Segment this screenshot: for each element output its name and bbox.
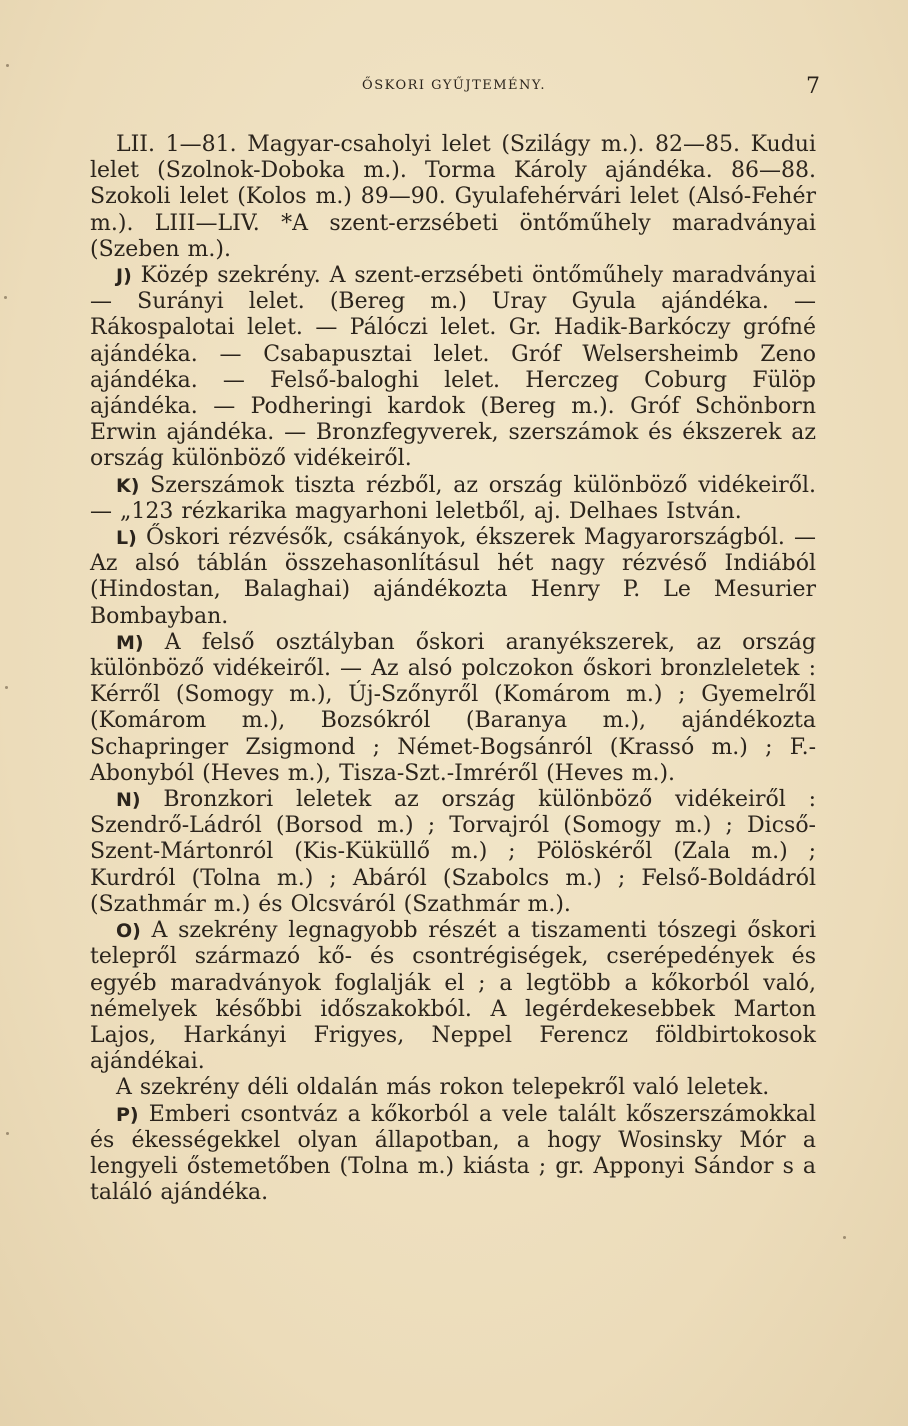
paragraph-text: Bronzkori leletek az ország különböző vidékeiről : Szendrő-Ládról (Borsod m.) ; Torvajról (Somogy m.) ; Dicső-Szent-Mártonról (Kis-Küküllő m.) ; Pölöskéről (Zala m.) ; Kurdról (Tolna m.) ; Abáról (Szabolcs m.) ; Felső-Boldádról (Szathmár m.) és Olcsváról (Szathmár m.). bbox=[90, 787, 816, 917]
page-speck bbox=[6, 64, 9, 67]
section-marker: K) bbox=[116, 474, 140, 497]
page-speck bbox=[843, 1236, 846, 1239]
page-number: 7 bbox=[806, 74, 820, 99]
section-marker: O) bbox=[116, 920, 141, 943]
running-title: ŐSKORI GYŰJTEMÉNY. bbox=[362, 78, 546, 93]
paragraph-text: LII. 1—81. Magyar-csaholyi lelet (Szilágy m.). 82—85. Kudui lelet (Szolnok-Doboka m.). Torma Károly ajándéka. 86—88. Szokoli lelet (Kolos m.) 89—90. Gyulafehérvári lelet (Alsó-Fehér m.). LIII—LIV. *A szent-erzsébeti öntőműhely maradványai (Szeben m.). bbox=[90, 132, 816, 262]
section-marker: P) bbox=[116, 1103, 139, 1126]
paragraph bbox=[90, 263, 816, 473]
paragraph-text: A szekrény déli oldalán más rokon telepekről való leletek. bbox=[116, 1075, 770, 1101]
paragraph-text: A felső osztályban őskori aranyékszerek, az ország különböző vidékeiről. — Az alsó polczokon őskori bronzleletek : Kérről (Somogy m.), Új-Szőnyről (Komárom m.) ; Gyemelről (Komárom m.), Bozsókról (Baranya m.), ajándékozta Schapringer Zsigmond ; Német-Bogsánról (Krassó m.) ; F.-Abonyból (Heves m.), Tisza-Szt.-Imréről (Heves m.). bbox=[90, 629, 816, 786]
paragraph bbox=[90, 630, 816, 787]
paragraph-text: A szekrény legnagyobb részét a tiszamenti tószegi őskori telepről származó kő- és csontrégiségek, cserépedények és egyéb maradványok foglalják el ; a legtöbb a kőkorból való, némelyek későbbi időszakokból. A legérdekesebbek Marton Lajos, Harkányi Frigyes, Neppel Ferencz földbirtokosok ajándékai. bbox=[90, 918, 816, 1075]
section-marker: J) bbox=[116, 265, 132, 288]
paragraph-text: Szerszámok tiszta rézből, az ország különböző vidékeiről. — „123 rézkarika magyarhoni leletből, aj. Delhaes István. bbox=[90, 472, 816, 524]
page-speck bbox=[6, 1132, 9, 1135]
body-text bbox=[90, 132, 816, 1206]
page-header bbox=[0, 74, 908, 108]
page-speck bbox=[4, 296, 7, 299]
paragraph bbox=[90, 1075, 816, 1101]
paragraph bbox=[90, 473, 816, 525]
paragraph bbox=[90, 787, 816, 918]
paragraph bbox=[90, 1102, 816, 1207]
paragraph-text: Közép szekrény. A szent-erzsébeti öntőműhely maradványai — Surányi lelet. (Bereg m.) Uray Gyula ajándéka. — Rákospalotai lelet. — Pálóczi lelet. Gr. Hadik-Barkóczy grófné ajándéka. — Csabapusztai lelet. Gróf Welsersheimb Zeno ajándéka. — Felső-baloghi lelet. Herczeg Coburg Fülöp ajándéka. — Podheringi kardok (Bereg m.). Gróf Schönborn Erwin ajándéka. — Bronzfegyverek, szerszámok és ékszerek az ország különböző vidékeiről. bbox=[90, 263, 816, 472]
section-marker: L) bbox=[116, 527, 137, 550]
page-speck bbox=[5, 686, 8, 689]
paragraph-text: Emberi csontváz a kőkorból a vele talált kőszerszámokkal és ékességekkel olyan állapotban, a hogy Wosinsky Mór a lengyeli őstemetőben (Tolna m.) kiásta ; gr. Apponyi Sándor s a találó ajándéka. bbox=[90, 1101, 816, 1206]
section-marker: M) bbox=[116, 631, 144, 654]
section-marker: N) bbox=[116, 789, 141, 812]
paragraph bbox=[90, 132, 816, 263]
paragraph-text: Őskori rézvésők, csákányok, ékszerek Magyarországból. — Az alsó táblán összehasonlításul hét nagy rézvéső Indiából (Hindostan, Balaghai) ajándékozta Henry P. Le Mesurier Bombayban. bbox=[90, 525, 816, 629]
paragraph bbox=[90, 525, 816, 630]
paragraph bbox=[90, 918, 816, 1075]
